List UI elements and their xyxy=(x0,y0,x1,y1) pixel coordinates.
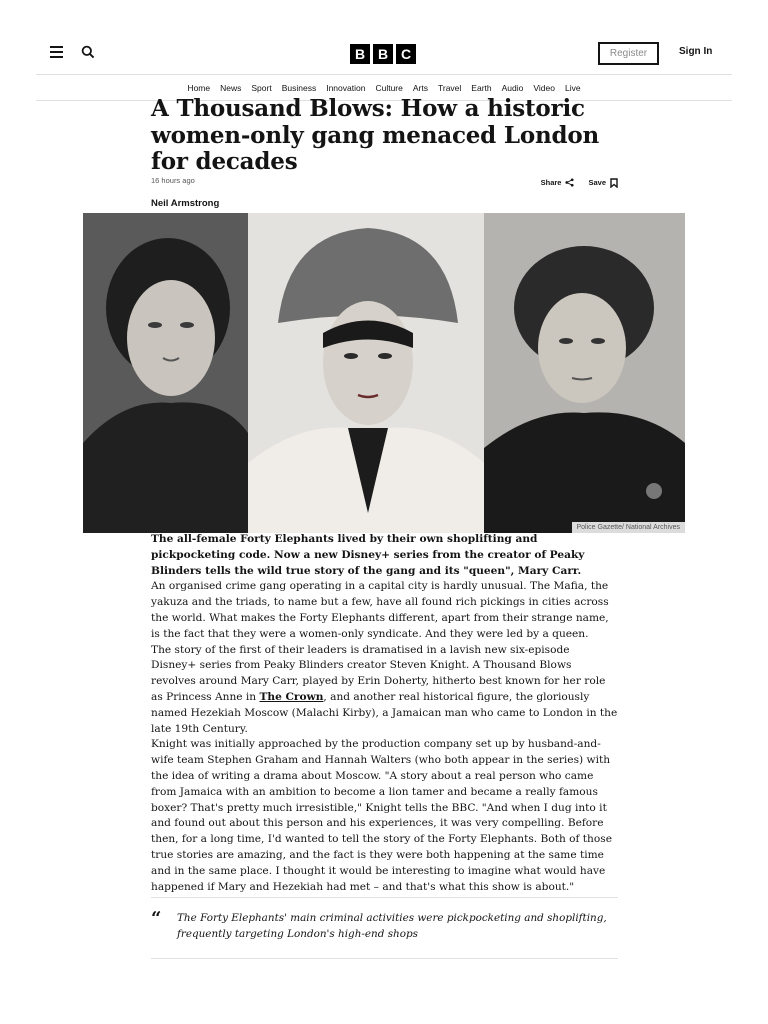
portrait-photo xyxy=(484,213,685,533)
article-lead: The all-female Forty Elephants lived by their own shoplifting and pickpocketing code. Now a new Disney+ series from the creator of Peaky Blinders tells the wild true story of the gang and its "queen", Mary Carr. xyxy=(151,533,585,577)
nav-item-travel[interactable]: Travel xyxy=(437,82,462,93)
the-crown-link[interactable]: The Crown xyxy=(259,690,324,703)
logo-letter: B xyxy=(350,44,370,64)
meta-row xyxy=(151,176,618,198)
menu-icon[interactable] xyxy=(50,46,63,58)
nav-item-culture[interactable]: Culture xyxy=(375,82,403,93)
bookmark-icon xyxy=(610,178,618,188)
nav-item-video[interactable]: Video xyxy=(533,82,555,93)
paragraph: An organised crime gang operating in a capital city is hardly unusual. The Mafia, the yakuza and the triads, to name but a few, have all found rich pickings in cities across the world. What makes the Forty Elephants different, apart from their strange name, is the fact that they were a women-only syndicate. And they were led by a queen. xyxy=(151,580,609,640)
paragraph-text: , and another real historical figure, the gloriously named Hezekiah Moscow (Malachi Kirby), a Jamaican man who came to London in the late 19th Century. xyxy=(151,690,618,735)
search-icon[interactable] xyxy=(81,45,95,59)
nav-item-innovation[interactable]: Innovation xyxy=(326,82,366,93)
logo-letter: B xyxy=(373,44,393,64)
article-actions xyxy=(541,178,618,188)
paragraph-text: The story of the first of their leaders is dramatised in a lavish new six-episode Disney+ series from Peaky Blinders creator Steven Knight. A Thousand Blows revolves around Mary Carr, played by Erin Doherty, hitherto best known for her role as Princess Anne in xyxy=(151,643,606,703)
article-header xyxy=(151,96,618,209)
register-button[interactable]: Register xyxy=(598,42,659,65)
nav-item-earth[interactable]: Earth xyxy=(471,82,492,93)
nav-item-news[interactable]: News xyxy=(220,82,242,93)
sign-in-button[interactable]: Sign In xyxy=(679,46,713,57)
logo-letter: C xyxy=(396,44,416,64)
image-credit: Police Gazette/ National Archives xyxy=(572,522,686,533)
nav-item-home[interactable]: Home xyxy=(187,82,211,93)
hero-image xyxy=(83,213,685,533)
pull-quote xyxy=(151,897,618,959)
article-body xyxy=(151,532,618,895)
quote-text: The Forty Elephants' main criminal activities were pickpocketing and shoplifting, frequently targeting London's high-end shops xyxy=(177,912,607,940)
portrait-photo xyxy=(248,213,484,533)
article-title: A Thousand Blows: How a historic women-only gang menaced London for decades xyxy=(151,95,600,175)
share-icon xyxy=(565,178,574,187)
nav-item-audio[interactable]: Audio xyxy=(501,82,524,93)
share-label: Share xyxy=(540,178,562,187)
quote-icon: “ xyxy=(151,908,162,929)
paragraph xyxy=(151,643,618,738)
save-label: Save xyxy=(588,178,606,187)
nav-item-arts[interactable]: Arts xyxy=(412,82,428,93)
bbc-logo[interactable] xyxy=(350,44,416,64)
portrait-photo xyxy=(83,213,248,533)
top-bar xyxy=(36,30,732,75)
nav-item-business[interactable]: Business xyxy=(281,82,317,93)
author-name: Neil Armstrong xyxy=(151,197,220,209)
nav-item-sport[interactable]: Sport xyxy=(251,82,272,93)
paragraph: Knight was initially approached by the production company set up by husband-and-wife team Stephen Graham and Hannah Walters (who both appear in the series) with the idea of writing a drama about Moscow. "A story about a real person who came from Jamaica with an ambition to become a lion tamer and became a really famous boxer? That's pretty much irresistible," Knight tells the BBC. "And when I dug into it and found out about this person and his experiences, it was very compelling. Before then, for a long time, I'd wanted to tell the story of the Forty Elephants. Both of those true stories are amazing, and the fact is they were both happening at the same time and in the same place. I thought it would be interesting to imagine what would have happened if Mary and Hezekiah had met – and that's what this show is about." xyxy=(151,738,612,893)
timestamp: 16 hours ago xyxy=(151,175,195,185)
share-button[interactable] xyxy=(541,178,575,188)
nav-item-live[interactable]: Live xyxy=(564,82,581,93)
save-button[interactable] xyxy=(588,178,618,188)
